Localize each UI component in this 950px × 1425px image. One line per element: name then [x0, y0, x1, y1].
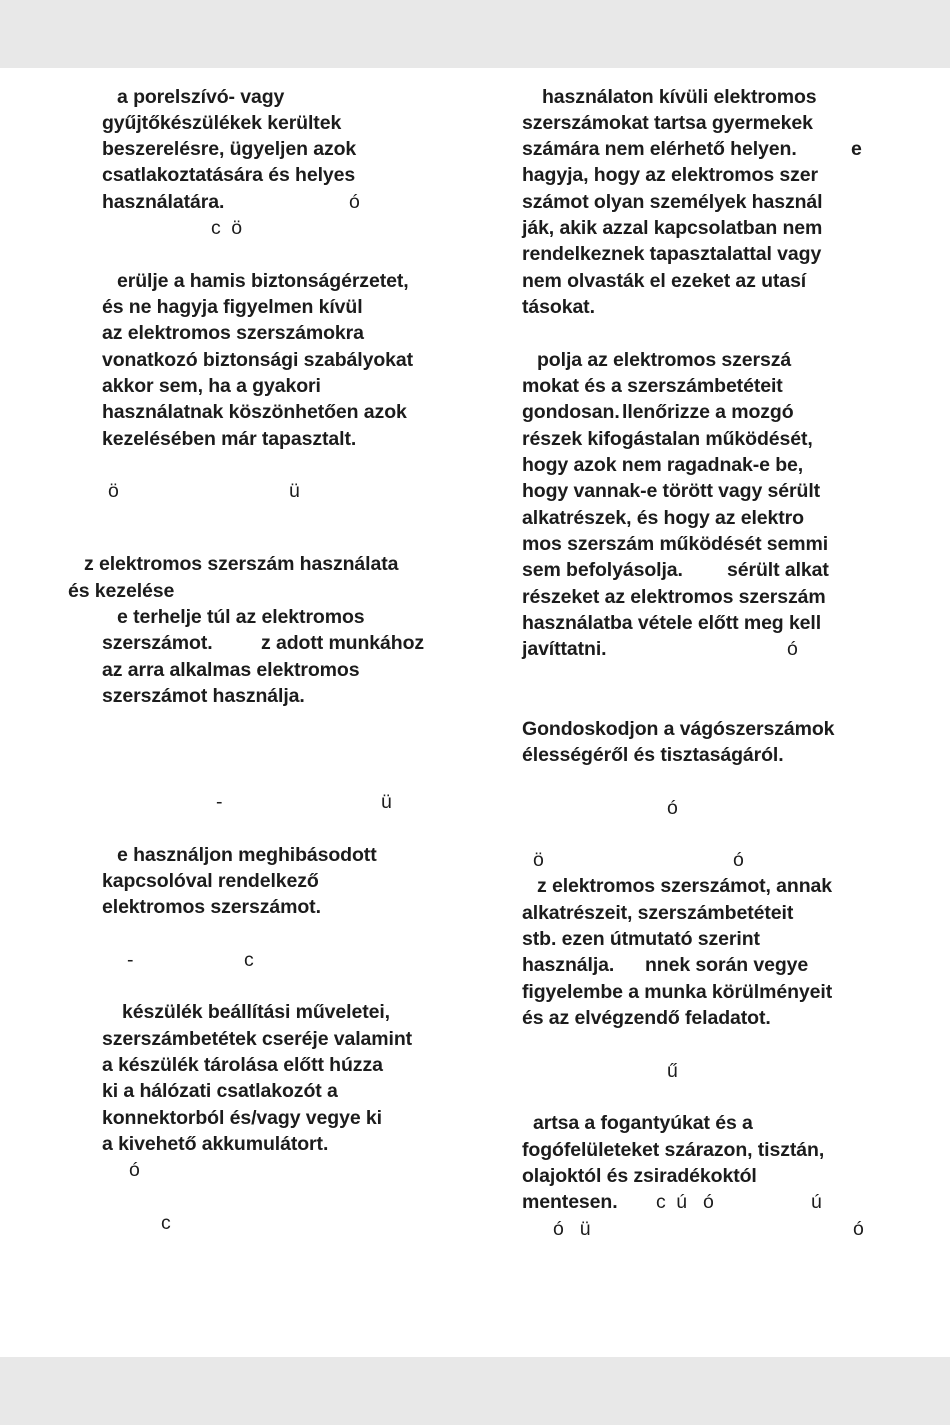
text-line: a készülék tárolása előtt húzza	[102, 1054, 383, 1076]
text-line: tásokat.	[522, 296, 595, 318]
text-line: ö	[533, 849, 544, 871]
text-line: szerszámot használja.	[102, 685, 305, 707]
text-line: szerszámot.	[102, 632, 213, 654]
text-line: llenőrizze a mozgó	[622, 401, 794, 423]
text-line: z elektromos szerszám használata	[84, 553, 399, 575]
text-line: számot olyan személyek használ	[522, 191, 823, 213]
text-line: fogófelületeket szárazon, tisztán,	[522, 1139, 825, 1161]
text-line: beszerelésre, ügyeljen azok	[102, 138, 357, 160]
text-line: c	[244, 949, 254, 971]
text-line: c ú ó	[656, 1191, 714, 1213]
text-line: rendelkeznek tapasztalattal vagy	[522, 243, 822, 265]
text-line: ú	[811, 1191, 822, 1213]
text-line: kezelésében már tapasztalt.	[102, 428, 357, 450]
text-line: használja.	[522, 954, 615, 976]
text-line: figyelembe a munka körülményeit	[522, 981, 833, 1003]
text-line: ják, akik azzal kapcsolatban nem	[522, 217, 823, 239]
text-line: c	[161, 1212, 171, 1234]
text-line: szerszámbetétek cseréje valamint	[102, 1028, 413, 1050]
text-line: az elektromos szerszámokra	[102, 322, 364, 344]
text-line: nem olvasták el ezeket az utasí	[522, 270, 807, 292]
text-line: erülje a hamis biztonságérzetet,	[117, 270, 409, 292]
text-line: -	[216, 791, 223, 813]
text-line: -	[127, 949, 134, 971]
text-line: használatba vétele előtt meg kell	[522, 612, 822, 634]
text-line: a kivehető akkumulátort.	[102, 1133, 329, 1155]
text-line: alkatrészek, és hogy az elektro	[522, 507, 804, 529]
text-line: ki a hálózati csatlakozót a	[102, 1080, 338, 1102]
text-line: és ne hagyja figyelmen kívül	[102, 296, 363, 318]
text-line: az arra alkalmas elektromos	[102, 659, 360, 681]
text-line: gondosan.	[522, 401, 620, 423]
text-line: készülék beállítási műveletei,	[122, 1001, 390, 1023]
text-line: hagyja, hogy az elektromos szer	[522, 164, 819, 186]
text-line: csatlakoztatására és helyes	[102, 164, 356, 186]
text-line: mokat és a szerszámbetéteit	[522, 375, 783, 397]
text-line: mentesen.	[522, 1191, 618, 1213]
text-line: nnek során vegye	[645, 954, 809, 976]
text-line: ó	[667, 797, 678, 819]
text-line: c ö	[211, 217, 243, 239]
text-line: ó	[853, 1218, 864, 1240]
text-line: konnektorból és/vagy vegye ki	[102, 1107, 382, 1129]
text-line: e használjon meghibásodott	[117, 844, 377, 866]
text-line: e terhelje túl az elektromos	[117, 606, 365, 628]
text-line: artsa a fogantyúkat és a	[533, 1112, 753, 1134]
text-line: elektromos szerszámot.	[102, 896, 321, 918]
text-line: Gondoskodjon a vágószerszámok	[522, 718, 835, 740]
text-line: vonatkozó biztonsági szabályokat	[102, 349, 414, 371]
text-line: ó	[733, 849, 744, 871]
text-line: sem befolyásolja.	[522, 559, 683, 581]
text-line: ó	[787, 638, 798, 660]
text-line: szerszámokat tartsa gyermekek	[522, 112, 813, 134]
text-line: részeket az elektromos szerszám	[522, 586, 826, 608]
text-line: stb. ezen útmutató szerint	[522, 928, 760, 950]
text-line: olajoktól és zsiradékoktól	[522, 1165, 757, 1187]
text-line: z elektromos szerszámot, annak	[537, 875, 833, 897]
text-line: használaton kívüli elektromos	[542, 86, 817, 108]
text-line: ó	[129, 1159, 140, 1181]
text-line: e	[851, 138, 862, 160]
text-line: hogy azok nem ragadnak-e be,	[522, 454, 804, 476]
text-line: ó ü	[553, 1218, 591, 1240]
bottom-margin-band	[0, 1357, 950, 1425]
text-line: és kezelése	[68, 580, 175, 602]
text-line: és az elvégzendő feladatot.	[522, 1007, 771, 1029]
text-line: hogy vannak-e törött vagy sérült	[522, 480, 821, 502]
text-line: ü	[381, 791, 392, 813]
text-line: alkatrészeit, szerszámbetéteit	[522, 902, 794, 924]
text-line: z adott munkához	[261, 632, 425, 654]
text-line: ö	[108, 480, 119, 502]
text-line: javíttatni.	[522, 638, 607, 660]
text-line: élességéről és tisztaságáról.	[522, 744, 784, 766]
top-margin-band	[0, 0, 950, 68]
text-line: sérült alkat	[727, 559, 829, 581]
text-line: kapcsolóval rendelkező	[102, 870, 319, 892]
text-line: használatnak köszönhetően azok	[102, 401, 407, 423]
text-line: a porelszívó- vagy	[117, 86, 285, 108]
text-line: részek kifogástalan működését,	[522, 428, 813, 450]
text-line: használatára.	[102, 191, 225, 213]
text-line: ü	[289, 480, 300, 502]
text-line: ű	[667, 1060, 678, 1082]
text-line: polja az elektromos szerszá	[537, 349, 792, 371]
text-line: számára nem elérhető helyen.	[522, 138, 797, 160]
text-line: akkor sem, ha a gyakori	[102, 375, 321, 397]
text-line: mos szerszám működését semmi	[522, 533, 829, 555]
text-line: ó	[349, 191, 360, 213]
text-line: gyűjtőkészülékek kerültek	[102, 112, 342, 134]
